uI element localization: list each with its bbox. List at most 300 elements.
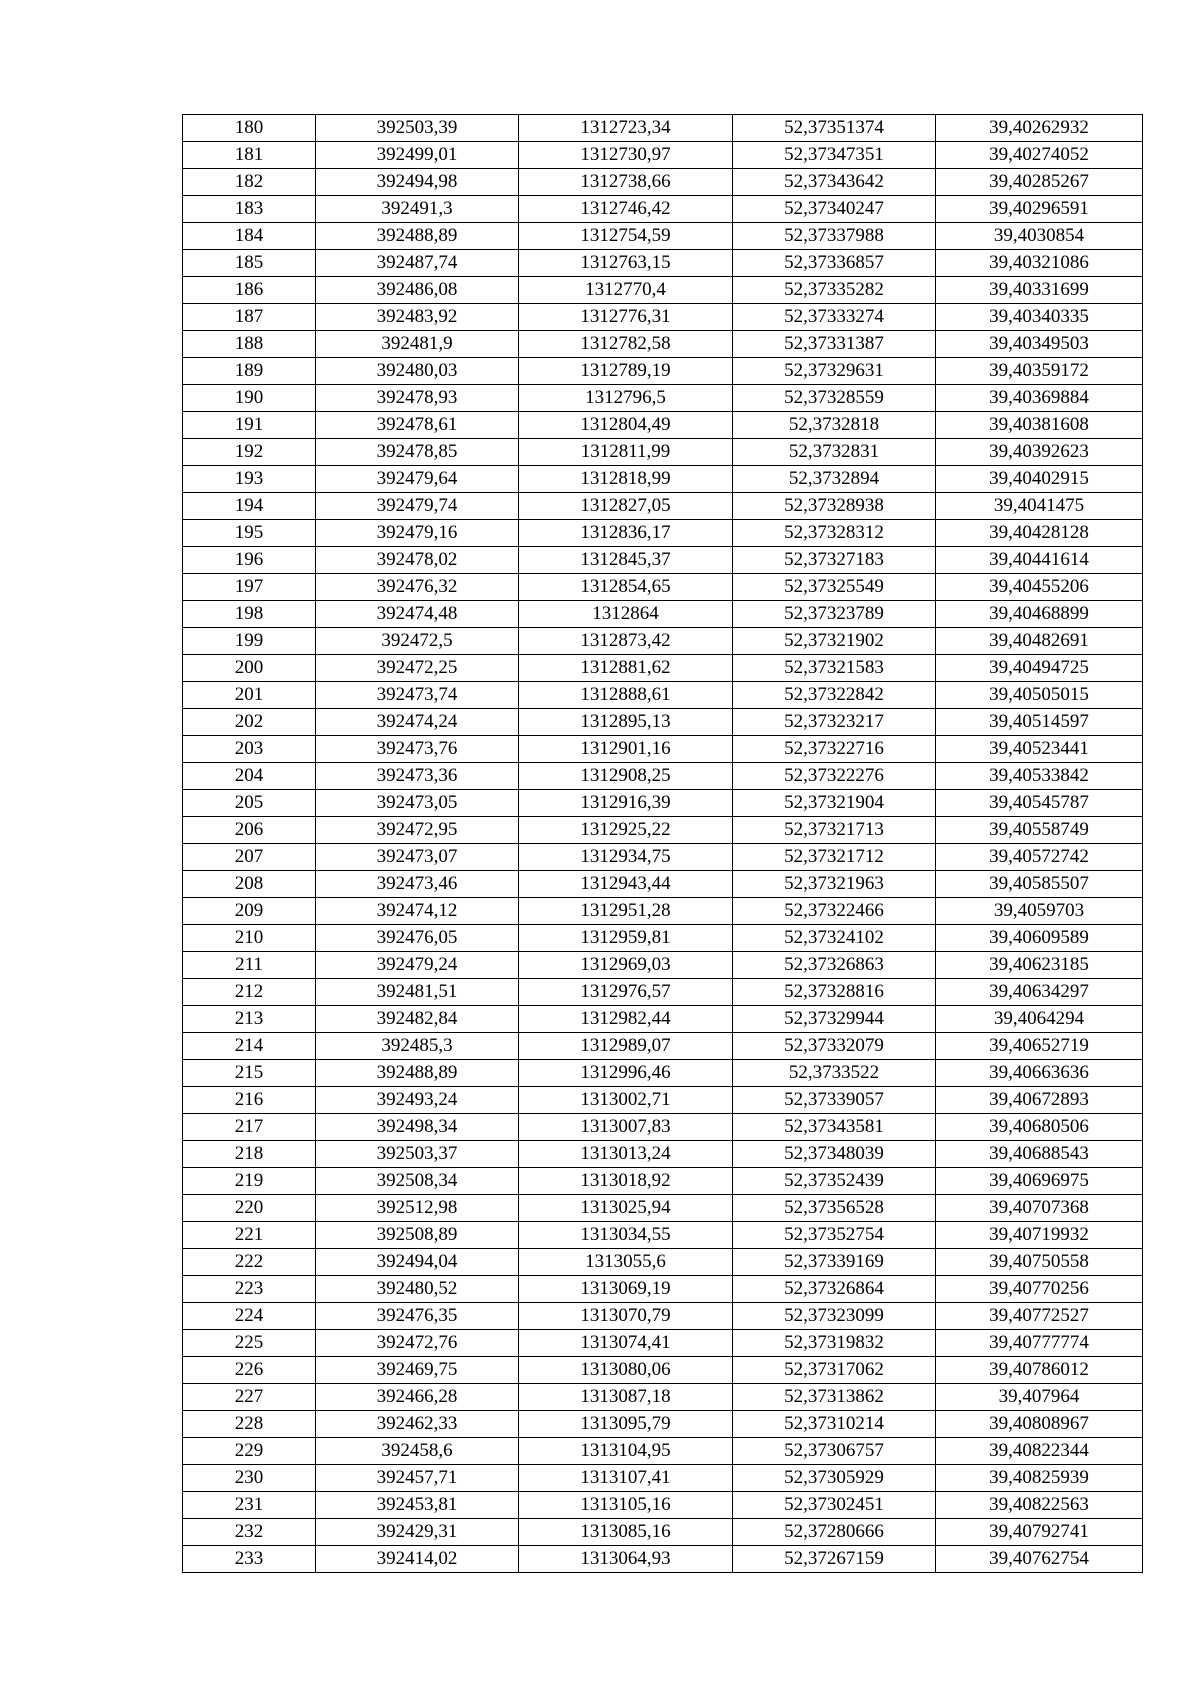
longitude-cell: 39,40428128 <box>936 520 1143 547</box>
longitude-cell: 39,40381608 <box>936 412 1143 439</box>
latitude-cell: 52,37352439 <box>733 1168 936 1195</box>
longitude-cell: 39,40680506 <box>936 1114 1143 1141</box>
longitude-cell: 39,4041475 <box>936 493 1143 520</box>
table-row <box>183 439 1143 466</box>
point-number-cell: 211 <box>183 952 316 979</box>
y-coordinate-cell: 1313080,06 <box>519 1357 733 1384</box>
y-coordinate-cell: 1312951,28 <box>519 898 733 925</box>
point-number-cell: 226 <box>183 1357 316 1384</box>
table-row <box>183 952 1143 979</box>
point-number-cell: 206 <box>183 817 316 844</box>
longitude-cell: 39,40349503 <box>936 331 1143 358</box>
longitude-cell: 39,40340335 <box>936 304 1143 331</box>
latitude-cell: 52,3732894 <box>733 466 936 493</box>
latitude-cell: 52,37322842 <box>733 682 936 709</box>
latitude-cell: 52,37326863 <box>733 952 936 979</box>
y-coordinate-cell: 1313095,79 <box>519 1411 733 1438</box>
y-coordinate-cell: 1312746,42 <box>519 196 733 223</box>
latitude-cell: 52,37329944 <box>733 1006 936 1033</box>
point-number-cell: 217 <box>183 1114 316 1141</box>
point-number-cell: 212 <box>183 979 316 1006</box>
x-coordinate-cell: 392483,92 <box>316 304 519 331</box>
longitude-cell: 39,40652719 <box>936 1033 1143 1060</box>
point-number-cell: 198 <box>183 601 316 628</box>
longitude-cell: 39,4030854 <box>936 223 1143 250</box>
table-row <box>183 898 1143 925</box>
x-coordinate-cell: 392473,74 <box>316 682 519 709</box>
y-coordinate-cell: 1313034,55 <box>519 1222 733 1249</box>
longitude-cell: 39,40672893 <box>936 1087 1143 1114</box>
longitude-cell: 39,40772527 <box>936 1303 1143 1330</box>
point-number-cell: 215 <box>183 1060 316 1087</box>
x-coordinate-cell: 392478,02 <box>316 547 519 574</box>
x-coordinate-cell: 392466,28 <box>316 1384 519 1411</box>
y-coordinate-cell: 1313070,79 <box>519 1303 733 1330</box>
x-coordinate-cell: 392457,71 <box>316 1465 519 1492</box>
longitude-cell: 39,40505015 <box>936 682 1143 709</box>
point-number-cell: 196 <box>183 547 316 574</box>
latitude-cell: 52,3733522 <box>733 1060 936 1087</box>
longitude-cell: 39,40494725 <box>936 655 1143 682</box>
point-number-cell: 219 <box>183 1168 316 1195</box>
latitude-cell: 52,37352754 <box>733 1222 936 1249</box>
table-row <box>183 763 1143 790</box>
x-coordinate-cell: 392414,02 <box>316 1546 519 1573</box>
y-coordinate-cell: 1313002,71 <box>519 1087 733 1114</box>
y-coordinate-cell: 1312770,4 <box>519 277 733 304</box>
x-coordinate-cell: 392494,04 <box>316 1249 519 1276</box>
x-coordinate-cell: 392486,08 <box>316 277 519 304</box>
latitude-cell: 52,37321713 <box>733 817 936 844</box>
y-coordinate-cell: 1312959,81 <box>519 925 733 952</box>
x-coordinate-cell: 392478,85 <box>316 439 519 466</box>
point-number-cell: 195 <box>183 520 316 547</box>
point-number-cell: 197 <box>183 574 316 601</box>
x-coordinate-cell: 392481,51 <box>316 979 519 1006</box>
table-row <box>183 844 1143 871</box>
latitude-cell: 52,37339169 <box>733 1249 936 1276</box>
point-number-cell: 205 <box>183 790 316 817</box>
latitude-cell: 52,37343581 <box>733 1114 936 1141</box>
latitude-cell: 52,37323217 <box>733 709 936 736</box>
latitude-cell: 52,37305929 <box>733 1465 936 1492</box>
x-coordinate-cell: 392498,34 <box>316 1114 519 1141</box>
point-number-cell: 216 <box>183 1087 316 1114</box>
x-coordinate-cell: 392479,24 <box>316 952 519 979</box>
longitude-cell: 39,40274052 <box>936 142 1143 169</box>
coordinates-table <box>182 114 1143 1573</box>
latitude-cell: 52,37321963 <box>733 871 936 898</box>
x-coordinate-cell: 392476,35 <box>316 1303 519 1330</box>
point-number-cell: 180 <box>183 115 316 142</box>
x-coordinate-cell: 392458,6 <box>316 1438 519 1465</box>
table-row <box>183 358 1143 385</box>
longitude-cell: 39,40808967 <box>936 1411 1143 1438</box>
longitude-cell: 39,40777774 <box>936 1330 1143 1357</box>
point-number-cell: 185 <box>183 250 316 277</box>
longitude-cell: 39,40688543 <box>936 1141 1143 1168</box>
x-coordinate-cell: 392473,07 <box>316 844 519 871</box>
longitude-cell: 39,40719932 <box>936 1222 1143 1249</box>
y-coordinate-cell: 1313107,41 <box>519 1465 733 1492</box>
latitude-cell: 52,37322276 <box>733 763 936 790</box>
x-coordinate-cell: 392480,52 <box>316 1276 519 1303</box>
table-row <box>183 1492 1143 1519</box>
x-coordinate-cell: 392474,24 <box>316 709 519 736</box>
y-coordinate-cell: 1312776,31 <box>519 304 733 331</box>
x-coordinate-cell: 392472,5 <box>316 628 519 655</box>
longitude-cell: 39,40369884 <box>936 385 1143 412</box>
y-coordinate-cell: 1313069,19 <box>519 1276 733 1303</box>
x-coordinate-cell: 392491,3 <box>316 196 519 223</box>
y-coordinate-cell: 1312976,57 <box>519 979 733 1006</box>
latitude-cell: 52,37328816 <box>733 979 936 1006</box>
latitude-cell: 52,37321583 <box>733 655 936 682</box>
y-coordinate-cell: 1312996,46 <box>519 1060 733 1087</box>
x-coordinate-cell: 392479,64 <box>316 466 519 493</box>
longitude-cell: 39,40359172 <box>936 358 1143 385</box>
table-row <box>183 790 1143 817</box>
point-number-cell: 187 <box>183 304 316 331</box>
point-number-cell: 227 <box>183 1384 316 1411</box>
latitude-cell: 52,37348039 <box>733 1141 936 1168</box>
y-coordinate-cell: 1313025,94 <box>519 1195 733 1222</box>
x-coordinate-cell: 392494,98 <box>316 169 519 196</box>
longitude-cell: 39,40822344 <box>936 1438 1143 1465</box>
point-number-cell: 224 <box>183 1303 316 1330</box>
longitude-cell: 39,40792741 <box>936 1519 1143 1546</box>
table-row <box>183 1168 1143 1195</box>
table-row <box>183 493 1143 520</box>
longitude-cell: 39,40482691 <box>936 628 1143 655</box>
table-row <box>183 115 1143 142</box>
latitude-cell: 52,37339057 <box>733 1087 936 1114</box>
latitude-cell: 52,37317062 <box>733 1357 936 1384</box>
point-number-cell: 191 <box>183 412 316 439</box>
point-number-cell: 190 <box>183 385 316 412</box>
longitude-cell: 39,40285267 <box>936 169 1143 196</box>
point-number-cell: 192 <box>183 439 316 466</box>
y-coordinate-cell: 1312836,17 <box>519 520 733 547</box>
table-row <box>183 628 1143 655</box>
x-coordinate-cell: 392508,34 <box>316 1168 519 1195</box>
point-number-cell: 222 <box>183 1249 316 1276</box>
point-number-cell: 189 <box>183 358 316 385</box>
x-coordinate-cell: 392480,03 <box>316 358 519 385</box>
latitude-cell: 52,37322716 <box>733 736 936 763</box>
latitude-cell: 52,37356528 <box>733 1195 936 1222</box>
y-coordinate-cell: 1312796,5 <box>519 385 733 412</box>
x-coordinate-cell: 392508,89 <box>316 1222 519 1249</box>
table-row <box>183 1222 1143 1249</box>
y-coordinate-cell: 1312982,44 <box>519 1006 733 1033</box>
x-coordinate-cell: 392474,48 <box>316 601 519 628</box>
y-coordinate-cell: 1312925,22 <box>519 817 733 844</box>
table-row <box>183 1141 1143 1168</box>
x-coordinate-cell: 392478,61 <box>316 412 519 439</box>
point-number-cell: 184 <box>183 223 316 250</box>
point-number-cell: 182 <box>183 169 316 196</box>
y-coordinate-cell: 1312888,61 <box>519 682 733 709</box>
latitude-cell: 52,37321904 <box>733 790 936 817</box>
latitude-cell: 52,37332079 <box>733 1033 936 1060</box>
point-number-cell: 233 <box>183 1546 316 1573</box>
table-row <box>183 223 1143 250</box>
longitude-cell: 39,40825939 <box>936 1465 1143 1492</box>
point-number-cell: 181 <box>183 142 316 169</box>
longitude-cell: 39,40572742 <box>936 844 1143 871</box>
latitude-cell: 52,37280666 <box>733 1519 936 1546</box>
latitude-cell: 52,37328938 <box>733 493 936 520</box>
point-number-cell: 194 <box>183 493 316 520</box>
table-row <box>183 520 1143 547</box>
y-coordinate-cell: 1312854,65 <box>519 574 733 601</box>
x-coordinate-cell: 392503,39 <box>316 115 519 142</box>
longitude-cell: 39,40609589 <box>936 925 1143 952</box>
latitude-cell: 52,37313862 <box>733 1384 936 1411</box>
x-coordinate-cell: 392473,05 <box>316 790 519 817</box>
longitude-cell: 39,40558749 <box>936 817 1143 844</box>
table-row <box>183 1114 1143 1141</box>
y-coordinate-cell: 1312754,59 <box>519 223 733 250</box>
point-number-cell: 228 <box>183 1411 316 1438</box>
y-coordinate-cell: 1312881,62 <box>519 655 733 682</box>
y-coordinate-cell: 1312845,37 <box>519 547 733 574</box>
point-number-cell: 232 <box>183 1519 316 1546</box>
latitude-cell: 52,37340247 <box>733 196 936 223</box>
table-row <box>183 547 1143 574</box>
point-number-cell: 213 <box>183 1006 316 1033</box>
table-row <box>183 574 1143 601</box>
x-coordinate-cell: 392488,89 <box>316 1060 519 1087</box>
point-number-cell: 203 <box>183 736 316 763</box>
y-coordinate-cell: 1312989,07 <box>519 1033 733 1060</box>
latitude-cell: 52,37322466 <box>733 898 936 925</box>
longitude-cell: 39,4064294 <box>936 1006 1143 1033</box>
latitude-cell: 52,37321902 <box>733 628 936 655</box>
longitude-cell: 39,40545787 <box>936 790 1143 817</box>
point-number-cell: 202 <box>183 709 316 736</box>
latitude-cell: 52,37310214 <box>733 1411 936 1438</box>
x-coordinate-cell: 392472,95 <box>316 817 519 844</box>
latitude-cell: 52,37331387 <box>733 331 936 358</box>
y-coordinate-cell: 1312723,34 <box>519 115 733 142</box>
x-coordinate-cell: 392512,98 <box>316 1195 519 1222</box>
longitude-cell: 39,40750558 <box>936 1249 1143 1276</box>
y-coordinate-cell: 1312730,97 <box>519 142 733 169</box>
table-row <box>183 871 1143 898</box>
longitude-cell: 39,40696975 <box>936 1168 1143 1195</box>
coordinates-table-body <box>183 115 1143 1573</box>
longitude-cell: 39,40468899 <box>936 601 1143 628</box>
point-number-cell: 231 <box>183 1492 316 1519</box>
table-row <box>183 709 1143 736</box>
point-number-cell: 186 <box>183 277 316 304</box>
latitude-cell: 52,3732818 <box>733 412 936 439</box>
table-row <box>183 196 1143 223</box>
latitude-cell: 52,3732831 <box>733 439 936 466</box>
longitude-cell: 39,4059703 <box>936 898 1143 925</box>
latitude-cell: 52,37323789 <box>733 601 936 628</box>
point-number-cell: 223 <box>183 1276 316 1303</box>
table-row <box>183 1195 1143 1222</box>
y-coordinate-cell: 1313064,93 <box>519 1546 733 1573</box>
table-row <box>183 1519 1143 1546</box>
latitude-cell: 52,37333274 <box>733 304 936 331</box>
table-row <box>183 1330 1143 1357</box>
table-row <box>183 1465 1143 1492</box>
latitude-cell: 52,37329631 <box>733 358 936 385</box>
table-row <box>183 1546 1143 1573</box>
x-coordinate-cell: 392453,81 <box>316 1492 519 1519</box>
latitude-cell: 52,37336857 <box>733 250 936 277</box>
y-coordinate-cell: 1312895,13 <box>519 709 733 736</box>
table-row <box>183 1357 1143 1384</box>
x-coordinate-cell: 392429,31 <box>316 1519 519 1546</box>
y-coordinate-cell: 1312804,49 <box>519 412 733 439</box>
y-coordinate-cell: 1312827,05 <box>519 493 733 520</box>
y-coordinate-cell: 1313018,92 <box>519 1168 733 1195</box>
longitude-cell: 39,40585507 <box>936 871 1143 898</box>
point-number-cell: 225 <box>183 1330 316 1357</box>
y-coordinate-cell: 1312789,19 <box>519 358 733 385</box>
longitude-cell: 39,407964 <box>936 1384 1143 1411</box>
longitude-cell: 39,40533842 <box>936 763 1143 790</box>
point-number-cell: 188 <box>183 331 316 358</box>
table-row <box>183 1033 1143 1060</box>
table-row <box>183 277 1143 304</box>
point-number-cell: 201 <box>183 682 316 709</box>
x-coordinate-cell: 392462,33 <box>316 1411 519 1438</box>
latitude-cell: 52,37319832 <box>733 1330 936 1357</box>
x-coordinate-cell: 392472,25 <box>316 655 519 682</box>
y-coordinate-cell: 1312738,66 <box>519 169 733 196</box>
longitude-cell: 39,40262932 <box>936 115 1143 142</box>
table-row <box>183 1438 1143 1465</box>
y-coordinate-cell: 1313087,18 <box>519 1384 733 1411</box>
table-row <box>183 412 1143 439</box>
y-coordinate-cell: 1312873,42 <box>519 628 733 655</box>
table-row <box>183 736 1143 763</box>
y-coordinate-cell: 1312901,16 <box>519 736 733 763</box>
longitude-cell: 39,40770256 <box>936 1276 1143 1303</box>
x-coordinate-cell: 392503,37 <box>316 1141 519 1168</box>
longitude-cell: 39,40523441 <box>936 736 1143 763</box>
table-row <box>183 682 1143 709</box>
point-number-cell: 221 <box>183 1222 316 1249</box>
longitude-cell: 39,40455206 <box>936 574 1143 601</box>
y-coordinate-cell: 1312818,99 <box>519 466 733 493</box>
y-coordinate-cell: 1313013,24 <box>519 1141 733 1168</box>
y-coordinate-cell: 1312969,03 <box>519 952 733 979</box>
table-row <box>183 331 1143 358</box>
longitude-cell: 39,40786012 <box>936 1357 1143 1384</box>
table-row <box>183 250 1143 277</box>
x-coordinate-cell: 392488,89 <box>316 223 519 250</box>
y-coordinate-cell: 1313007,83 <box>519 1114 733 1141</box>
y-coordinate-cell: 1312811,99 <box>519 439 733 466</box>
longitude-cell: 39,40634297 <box>936 979 1143 1006</box>
x-coordinate-cell: 392472,76 <box>316 1330 519 1357</box>
latitude-cell: 52,37302451 <box>733 1492 936 1519</box>
point-number-cell: 214 <box>183 1033 316 1060</box>
latitude-cell: 52,37335282 <box>733 277 936 304</box>
table-row <box>183 385 1143 412</box>
x-coordinate-cell: 392473,36 <box>316 763 519 790</box>
longitude-cell: 39,40402915 <box>936 466 1143 493</box>
x-coordinate-cell: 392469,75 <box>316 1357 519 1384</box>
longitude-cell: 39,40296591 <box>936 196 1143 223</box>
y-coordinate-cell: 1312916,39 <box>519 790 733 817</box>
point-number-cell: 208 <box>183 871 316 898</box>
latitude-cell: 52,37328559 <box>733 385 936 412</box>
table-row <box>183 1060 1143 1087</box>
point-number-cell: 200 <box>183 655 316 682</box>
x-coordinate-cell: 392487,74 <box>316 250 519 277</box>
table-row <box>183 655 1143 682</box>
y-coordinate-cell: 1312763,15 <box>519 250 733 277</box>
longitude-cell: 39,40663636 <box>936 1060 1143 1087</box>
y-coordinate-cell: 1312934,75 <box>519 844 733 871</box>
y-coordinate-cell: 1313104,95 <box>519 1438 733 1465</box>
table-row <box>183 979 1143 1006</box>
x-coordinate-cell: 392473,76 <box>316 736 519 763</box>
table-row <box>183 1087 1143 1114</box>
table-row <box>183 1303 1143 1330</box>
y-coordinate-cell: 1312908,25 <box>519 763 733 790</box>
x-coordinate-cell: 392485,3 <box>316 1033 519 1060</box>
latitude-cell: 52,37347351 <box>733 142 936 169</box>
longitude-cell: 39,40822563 <box>936 1492 1143 1519</box>
latitude-cell: 52,37343642 <box>733 169 936 196</box>
point-number-cell: 229 <box>183 1438 316 1465</box>
point-number-cell: 220 <box>183 1195 316 1222</box>
point-number-cell: 207 <box>183 844 316 871</box>
table-row <box>183 925 1143 952</box>
x-coordinate-cell: 392493,24 <box>316 1087 519 1114</box>
table-row <box>183 1411 1143 1438</box>
x-coordinate-cell: 392474,12 <box>316 898 519 925</box>
latitude-cell: 52,37328312 <box>733 520 936 547</box>
latitude-cell: 52,37324102 <box>733 925 936 952</box>
latitude-cell: 52,37306757 <box>733 1438 936 1465</box>
longitude-cell: 39,40623185 <box>936 952 1143 979</box>
x-coordinate-cell: 392479,74 <box>316 493 519 520</box>
table-row <box>183 1384 1143 1411</box>
point-number-cell: 204 <box>183 763 316 790</box>
latitude-cell: 52,37337988 <box>733 223 936 250</box>
point-number-cell: 210 <box>183 925 316 952</box>
latitude-cell: 52,37321712 <box>733 844 936 871</box>
longitude-cell: 39,40514597 <box>936 709 1143 736</box>
latitude-cell: 52,37326864 <box>733 1276 936 1303</box>
latitude-cell: 52,37323099 <box>733 1303 936 1330</box>
latitude-cell: 52,37327183 <box>733 547 936 574</box>
longitude-cell: 39,40392623 <box>936 439 1143 466</box>
table-row <box>183 601 1143 628</box>
x-coordinate-cell: 392476,05 <box>316 925 519 952</box>
table-row <box>183 466 1143 493</box>
y-coordinate-cell: 1312782,58 <box>519 331 733 358</box>
table-row <box>183 169 1143 196</box>
x-coordinate-cell: 392479,16 <box>316 520 519 547</box>
longitude-cell: 39,40707368 <box>936 1195 1143 1222</box>
point-number-cell: 230 <box>183 1465 316 1492</box>
point-number-cell: 209 <box>183 898 316 925</box>
y-coordinate-cell: 1313085,16 <box>519 1519 733 1546</box>
point-number-cell: 193 <box>183 466 316 493</box>
latitude-cell: 52,37267159 <box>733 1546 936 1573</box>
